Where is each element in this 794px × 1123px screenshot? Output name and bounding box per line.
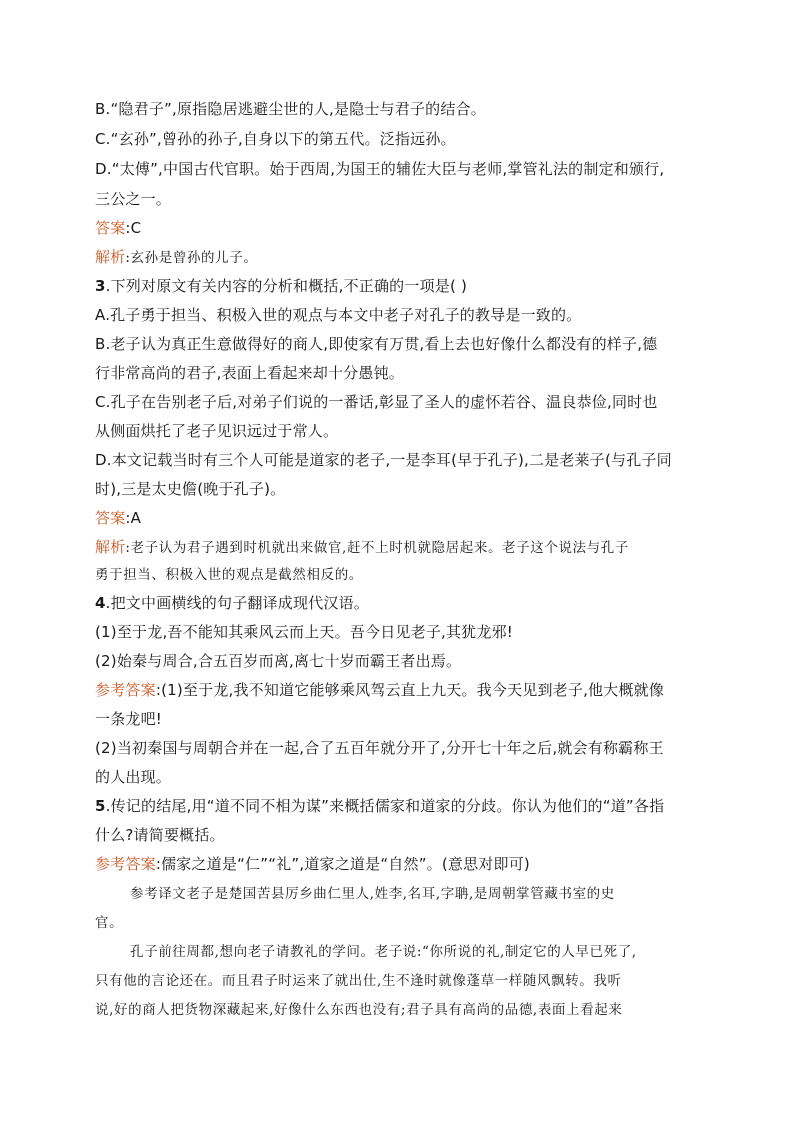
q3-analysis-line: 解析:老子认为君子遇到时机就出来做官,赶不上时机就隐居起来。老子这个说法与孔子: [95, 538, 629, 556]
answer-label: 答案: [95, 219, 126, 237]
q3-option-b-continued: 行非常高尚的君子,表面上看起来却十分愚钝。: [95, 364, 404, 382]
q3-answer-line: 答案:A: [95, 509, 142, 527]
translation-para-1: 参考译文老子是楚国苦县厉乡曲仁里人,姓李,名耳,字聃,是周朝掌管藏书室的史: [130, 886, 615, 902]
analysis-label: 解析: [95, 248, 126, 266]
option-d-line: D.“太傅”,中国古代官职。始于西周,为国王的辅佐大臣与老师,掌管礼法的制定和颁行,: [95, 160, 665, 178]
q3-option-c-continued: 从侧面烘托了老子见识远过于常人。: [95, 422, 339, 440]
q3-option-d: D.本文记载当时有三个人可能是道家的老子,一是李耳(早于孔子),二是老莱子(与孔子同: [95, 451, 672, 469]
question-4-stem: 4.把文中画横线的句子翻译成现代汉语。: [95, 594, 370, 612]
question-3-stem: 3.下列对原文有关内容的分析和概括,不正确的一项是( ): [95, 277, 468, 295]
option-c-line: C.“玄孙”,曾孙的孙子,自身以下的第五代。泛指远孙。: [95, 130, 456, 148]
q4-reference-answer-continued: 一条龙吧!: [95, 710, 163, 728]
translation-para-1-continued: 官。: [95, 915, 124, 931]
analysis-label: 解析: [95, 538, 126, 556]
q3-option-b: B.老子认为真正生意做得好的商人,即使家有万贯,看上去也好像什么都没有的样子,德: [95, 335, 658, 353]
q4-sentence-1: (1)至于龙,吾不能知其乘风云而上天。吾今日见老子,其犹龙邪!: [95, 623, 513, 641]
answer-label: 答案: [95, 509, 126, 527]
translation-para-2-line-2: 只有他的言论还在。而且君子时运来了就出仕,生不逢时就像蓬草一样随风飘转。我听: [95, 973, 622, 989]
question-5-stem-continued: 什么?请简要概括。: [95, 826, 225, 844]
q4-reference-answer: 参考答案:(1)至于龙,我不知道它能够乘风驾云直上九天。我今天见到老子,他大概就像: [95, 681, 665, 699]
answer-line: 答案:C: [95, 219, 142, 237]
option-b-line: B.“隐君子”,原指隐居逃避尘世的人,是隐士与君子的结合。: [95, 100, 486, 118]
q3-option-c: C.孔子在告别老子后,对弟子们说的一番话,彰显了圣人的虚怀若谷、温良恭俭,同时也: [95, 393, 658, 411]
option-d-line-continued: 三公之一。: [95, 190, 172, 208]
q3-option-a: A.孔子勇于担当、积极入世的观点与本文中老子对孔子的教导是一致的。: [95, 306, 582, 324]
q4-answer-2-continued: 的人出现。: [95, 768, 172, 786]
translation-para-2-line-3: 说,好的商人把货物深藏起来,好像什么东西也没有;君子具有高尚的品德,表面上看起来: [95, 1002, 623, 1018]
q5-reference-answer: 参考答案:儒家之道是“仁”“礼”,道家之道是“自然”。(意思对即可): [95, 855, 530, 873]
translation-para-2: 孔子前往周都,想向老子请教礼的学问。老子说:“你所说的礼,制定它的人早已死了,: [130, 944, 637, 960]
reference-answer-label: 参考答案: [95, 681, 156, 699]
q3-analysis-continued: 勇于担当、积极入世的观点是截然相反的。: [95, 567, 363, 583]
analysis-line: 解析:玄孙是曾孙的儿子。: [95, 248, 258, 266]
q3-option-d-continued: 时),三是太史儋(晚于孔子)。: [95, 480, 286, 498]
q4-answer-2: (2)当初秦国与周朝合并在一起,合了五百年就分开了,分开七十年之后,就会有称霸称王: [95, 739, 664, 757]
q4-sentence-2: (2)始秦与周合,合五百岁而离,离七十岁而霸王者出焉。: [95, 652, 462, 670]
question-5-stem: 5.传记的结尾,用“道不同不相为谋”来概括儒家和道家的分歧。你认为他们的“道”各指: [95, 797, 665, 815]
reference-answer-label: 参考答案: [95, 855, 156, 873]
